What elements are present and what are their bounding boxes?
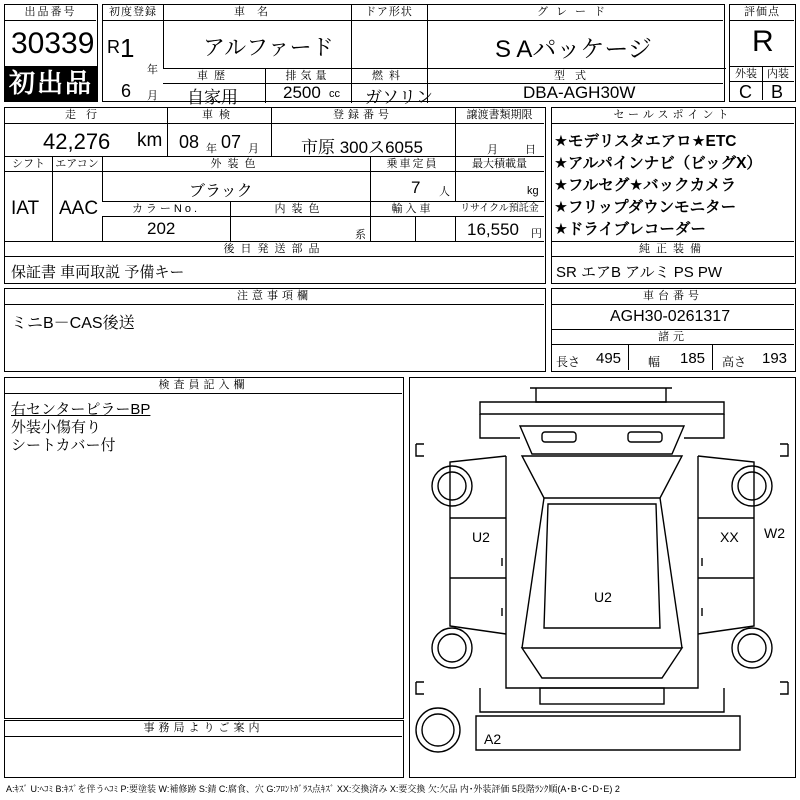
transfer-header: 譲渡書類期限 [455,108,544,124]
inspection-year-unit: 年 [206,143,217,155]
fuel-header: 燃料 [351,69,427,84]
int-color-unit: 系 [355,229,366,241]
ext-color-value: ブラック [189,183,253,200]
inspector-line: 右センターピラーBP [11,401,151,418]
aircon-value: AAC [59,198,99,219]
ext-grade-header: 外装 [730,67,762,82]
damage-mark: U2 [594,589,612,605]
model-header: 型式 [427,69,723,84]
sales-point-item: ★フリップダウンモニター [554,199,737,216]
first-reg-month: 6 [121,81,132,101]
first-reg-month-unit: 月 [147,90,158,102]
displacement-value: 2500 [283,83,321,102]
shift-header: シフト [5,157,52,172]
transfer-day-unit: 日 [525,144,536,156]
specs-header: 諸元 [552,330,794,345]
rating-header: 評価点 [730,5,794,21]
chassis-header: 車台番号 [552,289,794,305]
inspector-box [4,377,404,719]
inspection-month-unit: 月 [248,143,259,155]
vehicle-info-grid [102,4,725,107]
import-header: 輸入車 [370,202,455,217]
color-no-value: 202 [147,219,176,238]
chassis-value: AGH30-0261317 [610,308,731,325]
plate-value: 市原 300ス6055 [301,138,423,157]
door-header: ドア形状 [351,5,427,21]
rating-box [729,4,796,102]
damage-mark: XX [720,529,739,545]
grade-value: S Aパッケージ [495,36,652,63]
sales-point-item: ★ドライブレコーダー [554,221,706,238]
sales-point-item: ★モデリスタエアロ★ETC [554,133,737,150]
aircon-header: エアコン [52,157,102,172]
capacity-header: 乗車定員 [370,157,455,172]
inspector-header: 検査員記入欄 [5,378,402,394]
inspection-header: 車検 [167,108,271,124]
sales-points-box [551,107,796,284]
capacity-unit: 人 [439,186,450,198]
lot-number: 30339 [11,27,95,60]
model-value: DBA-AGH30W [523,83,636,102]
spec-length-label: 長さ [556,355,581,369]
car-diagram-box [409,377,796,778]
car-diagram [410,378,794,776]
fuel-value: ガソリン [365,88,433,107]
int-grade-value: B [771,82,784,102]
int-color-header: 内装色 [230,202,370,217]
recycle-unit: 円 [531,228,542,240]
inspector-line: シートカバー付 [11,437,116,454]
office-header: 事務局よりご案内 [5,721,402,737]
history-header: 車歴 [163,69,265,84]
damage-mark: A2 [484,731,502,747]
office-box [4,720,404,778]
first-listing-badge [5,66,97,101]
grade-header: グレード [427,5,723,21]
notes-header: 注意事項欄 [5,289,544,305]
first-reg-header: 初度登録 [103,5,163,21]
first-listing-label: 初出品 [8,68,93,98]
later-parts-value: 保証書 車両取説 予備キー [11,264,185,281]
spec-width-value: 185 [680,350,706,367]
capacity-value: 7 [411,178,421,197]
shift-value: IAT [11,198,40,219]
details-grid [4,107,546,284]
notes-value: ミニB－CAS後送 [11,315,135,332]
int-grade-header: 内装 [762,67,794,82]
legend-text: A:ｷｽﾞ U:ﾍｺﾐ B:ｷｽﾞを伴うﾍｺﾐ P:要塗装 W:補修跡 S:錆 C:腐食、穴 G:ﾌﾛﾝﾄｶﾞﾗｽ点ｷｽﾞ XX:交換済み X:要交換 欠:欠品 内･外装評価 5段階ﾗﾝｸ順(A･B･C･D･E) 2 [6,784,620,794]
recycle-value: 16,550 [467,220,519,239]
notes-box [4,288,546,372]
mileage-value: 42,276 [43,129,111,154]
recycle-header: リサイクル預託金 [455,202,544,217]
max-load-unit: kg [527,185,539,197]
mileage-header: 走行 [5,108,167,124]
damage-mark: U2 [472,529,490,545]
equipment-value: SR エアB アルミ PS PW [556,264,723,281]
chassis-box [551,288,796,372]
first-reg-era: R [107,37,120,57]
plate-header: 登録番号 [271,108,455,124]
equipment-header: 純正装備 [552,242,794,257]
car-name-value: アルファード [203,35,334,60]
car-name-header: 車名 [163,5,351,21]
displacement-unit: cc [329,88,340,100]
spec-length-value: 495 [596,350,622,367]
ext-color-header: 外装色 [102,157,370,172]
spec-height-value: 193 [762,350,788,367]
spec-width-label: 幅 [648,355,661,369]
damage-mark: W2 [764,525,785,541]
first-reg-year: 1 [120,33,135,63]
inspector-line: 外装小傷有り [11,419,102,436]
later-parts-header: 後日発送部品 [5,242,544,257]
first-reg-year-unit: 年 [147,64,158,76]
transfer-month-unit: 月 [487,144,498,156]
lot-header: 出品番号 [5,5,96,21]
rating-value: R [752,25,774,58]
sales-point-item: ★アルパインナビ（ビッグX） [554,155,762,172]
max-load-header: 最大積載量 [455,157,544,172]
inspection-year: 08 [179,132,200,152]
sales-point-item: ★フルセグ★バックカメラ [554,177,737,194]
color-no-header: カラーNo. [102,202,230,217]
history-value: 自家用 [187,88,238,107]
sales-points-header: セールスポイント [552,108,794,124]
ext-grade-value: C [739,82,752,102]
spec-height-label: 高さ [722,355,747,369]
inspection-month: 07 [221,132,242,152]
displacement-header: 排気量 [265,69,351,84]
mileage-unit: km [137,130,163,151]
